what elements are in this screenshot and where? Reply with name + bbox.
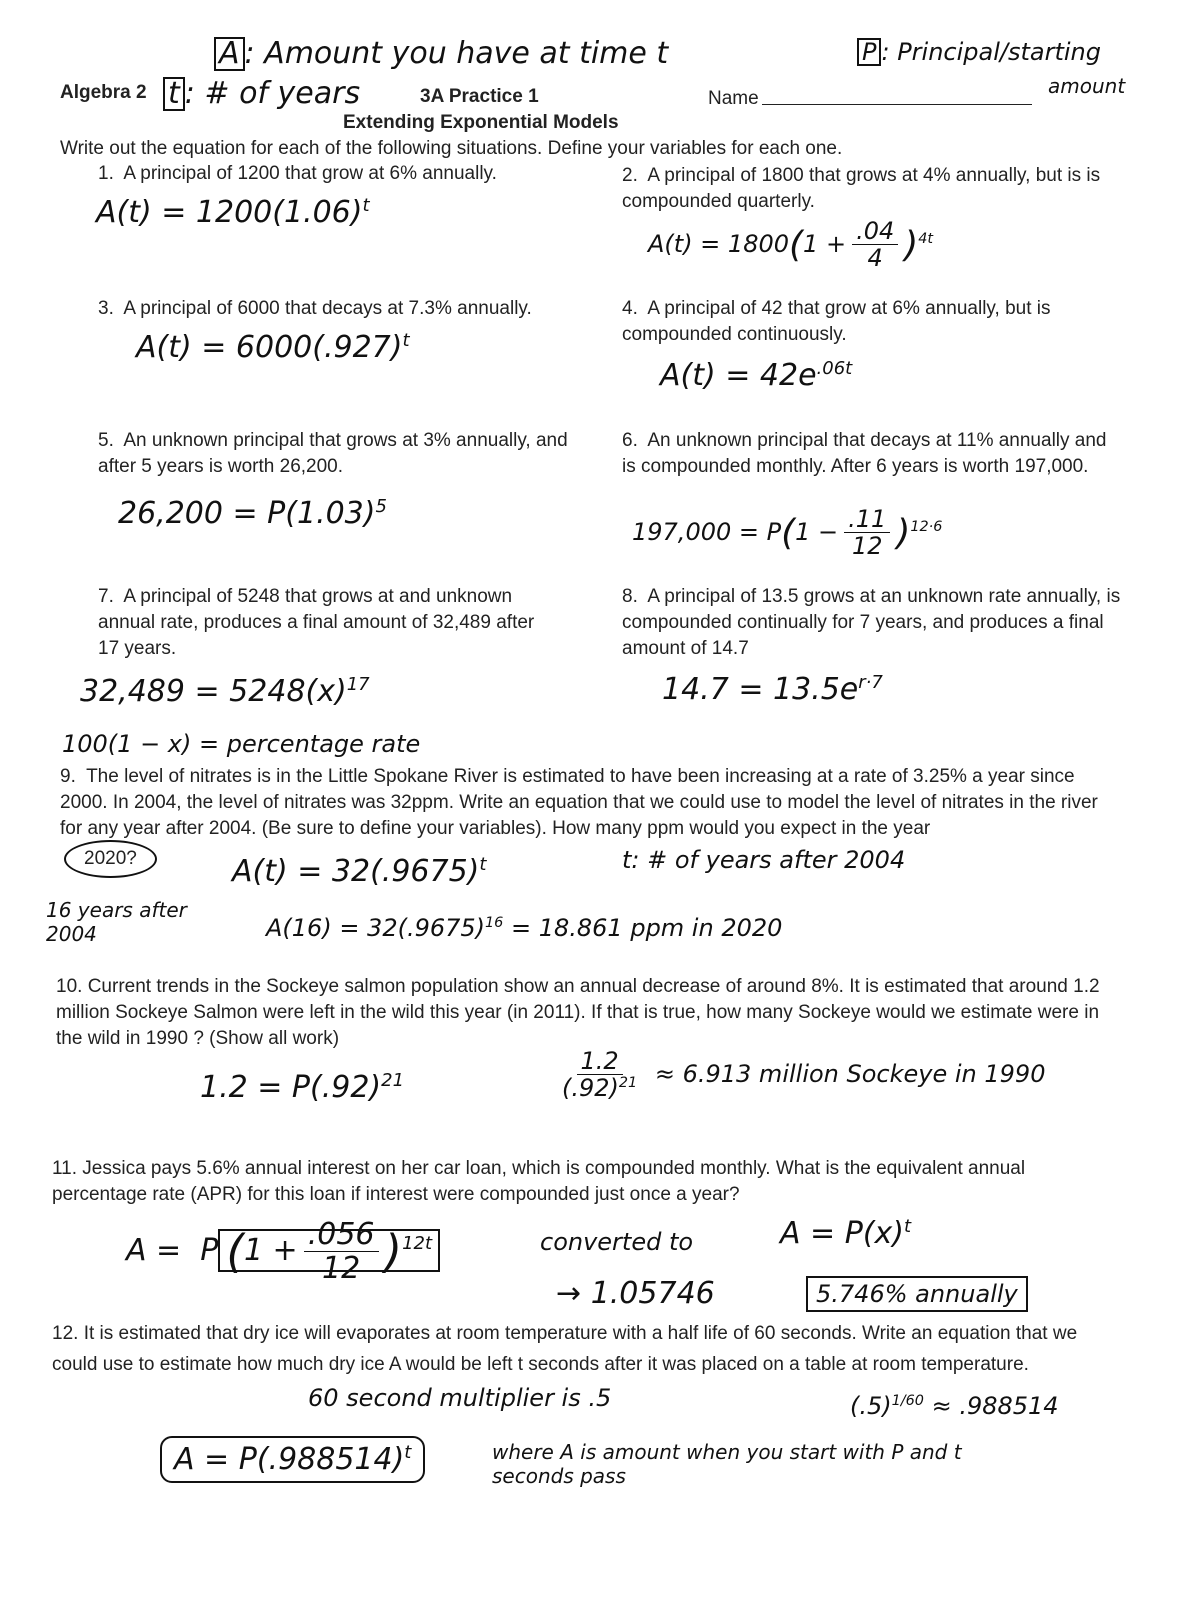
name-label: Name	[708, 88, 759, 109]
answer-11-result: 5.746% annually	[806, 1276, 1028, 1312]
answer-9-definition: t: # of years after 2004	[622, 846, 906, 874]
answer-3: $A(t) = 6000(.927)^t$	[136, 330, 410, 365]
answer-4: $A(t) = 42e^{.06t}$	[660, 358, 853, 393]
problem-7: 7. A principal of 5248 that grows at and unknown annual rate, produces a final amount of 32,489 after 17 years.	[98, 586, 535, 659]
problem-1: 1. A principal of 1200 that grow at 6% annually.	[98, 163, 497, 184]
t-variable-box: t	[163, 77, 185, 111]
answer-2: A(t) = 1800(1 + $\frac{.04}{4}$ )$^{4t}$	[648, 217, 934, 273]
answer-1: $A(t) = 1200(1.06)^t$	[96, 195, 370, 230]
instructions: Write out the equation for each of the following situations. Define your variables for each one.	[60, 138, 843, 159]
answer-11-form: $A = P(x)^t$	[780, 1216, 912, 1251]
p-variable-box: P	[857, 38, 881, 66]
a-variable-box: A	[214, 37, 245, 71]
name-line[interactable]	[762, 104, 1032, 105]
answer-10-solution: $\frac{1.2}{(.92)^{21}}$ ≈ 6.913 million Sockeye in 1990	[562, 1047, 1046, 1103]
arrow-icon: →	[556, 1276, 582, 1311]
problem-5: 5. An unknown principal that grows at 3% annually, and after 5 years is worth 26,200.	[98, 430, 568, 477]
answer-11-equation: A = P (1 + $\frac{.056}{12}$ )$^{12t}$	[126, 1218, 440, 1285]
answer-7: $32,489 = 5248(x)^{17}$	[80, 674, 370, 709]
answer-9-calculation: $A(16) = 32(.9675)^{16} = 18.861$ ppm in 2020	[266, 914, 783, 942]
answer-11-boxed-base: (1 + $\frac{.056}{12}$ )$^{12t}$	[218, 1229, 440, 1272]
principal-definition-cont: amount	[1048, 74, 1126, 98]
subtitle: Extending Exponential Models	[343, 112, 619, 133]
answer-9-equation: $A(t) = 32(.9675)^t$	[232, 854, 487, 889]
answer-10-equation: $1.2 = P(.92)^{21}$	[200, 1070, 405, 1105]
principal-definition: P : Principal/starting	[857, 38, 1101, 66]
problem-11: 11. Jessica pays 5.6% annual interest on her car loan, which is compounded monthly. What is the equivalent annual percentage rate (APR) for this loan if interest were compounded just once a year?	[52, 1158, 1026, 1205]
answer-12-where: where A is amount when you start with P and t seconds pass	[492, 1440, 962, 1488]
problem-12: 12. It is estimated that dry ice will evaporates at room temperature with a half life of 60 seconds. Write an equation that we could use to estimate how much dry ice A would be left t seconds after it was placed on a table at room temperature.	[52, 1323, 1078, 1375]
year-2020-circled: 2020?	[64, 840, 157, 878]
problem-9: 9. The level of nitrates is in the Little Spokane River is estimated to have been increasing at a rate of 3.25% a year since 2000. In 2004, the level of nitrates was 32ppm. Write an equation that we could use to model the level of nitrates in the river for any year after 2004. (Be sure to define your variables). How many ppm would you expect in the year	[60, 766, 1098, 839]
answer-12-final: $A = P(.988514)^t$	[160, 1436, 425, 1483]
answer-6: 197,000 = P(1 − $\frac{.11}{12}$ )$^{12\cdot 6}$	[632, 505, 943, 561]
answer-11-arrow-value: → 1.05746	[556, 1276, 715, 1311]
problem-4: 4. A principal of 42 that grow at 6% annually, but is compounded continuously.	[622, 298, 1051, 345]
problem-3: 3. A principal of 6000 that decays at 7.3% annually.	[98, 298, 532, 319]
assignment-title: 3A Practice 1	[420, 86, 539, 107]
answer-5: $26,200 = P(1.03)^5$	[118, 496, 387, 531]
problem-6: 6. An unknown principal that decays at 11% annually and is compounded monthly. After 6 years is worth 197,000.	[622, 430, 1107, 477]
answer-8: $14.7 = 13.5e^{r\cdot 7}$	[662, 672, 883, 707]
problem-10: 10. Current trends in the Sockeye salmon population show an annual decrease of around 8%. It is estimated that around 1.2 million Sockeye Salmon were left in the wild this year (in 2011). If that is true, how many Sockeye would we estimate were in the wild in 1990 ? (Show all work)	[56, 976, 1100, 1049]
course-title: Algebra 2	[60, 82, 147, 103]
amount-definition: A : Amount you have at time t	[214, 36, 668, 71]
answer-7-note: 100(1 − x) = percentage rate	[62, 730, 421, 758]
answer-12-base: $(.5)^{1/60} \approx .988514$	[850, 1392, 1059, 1420]
answer-9-side-note: 16 years after 2004	[46, 898, 187, 946]
problem-2: 2. A principal of 1800 that grows at 4% annually, but is is compounded quarterly.	[622, 165, 1101, 212]
time-definition: t : # of years	[163, 76, 360, 111]
answer-11-converted: converted to	[540, 1228, 694, 1256]
problem-8: 8. A principal of 13.5 grows at an unknown rate annually, is compounded continually for 7 years, and produces a final amount of 14.7	[622, 586, 1121, 659]
answer-12-multiplier: 60 second multiplier is .5	[308, 1384, 612, 1412]
